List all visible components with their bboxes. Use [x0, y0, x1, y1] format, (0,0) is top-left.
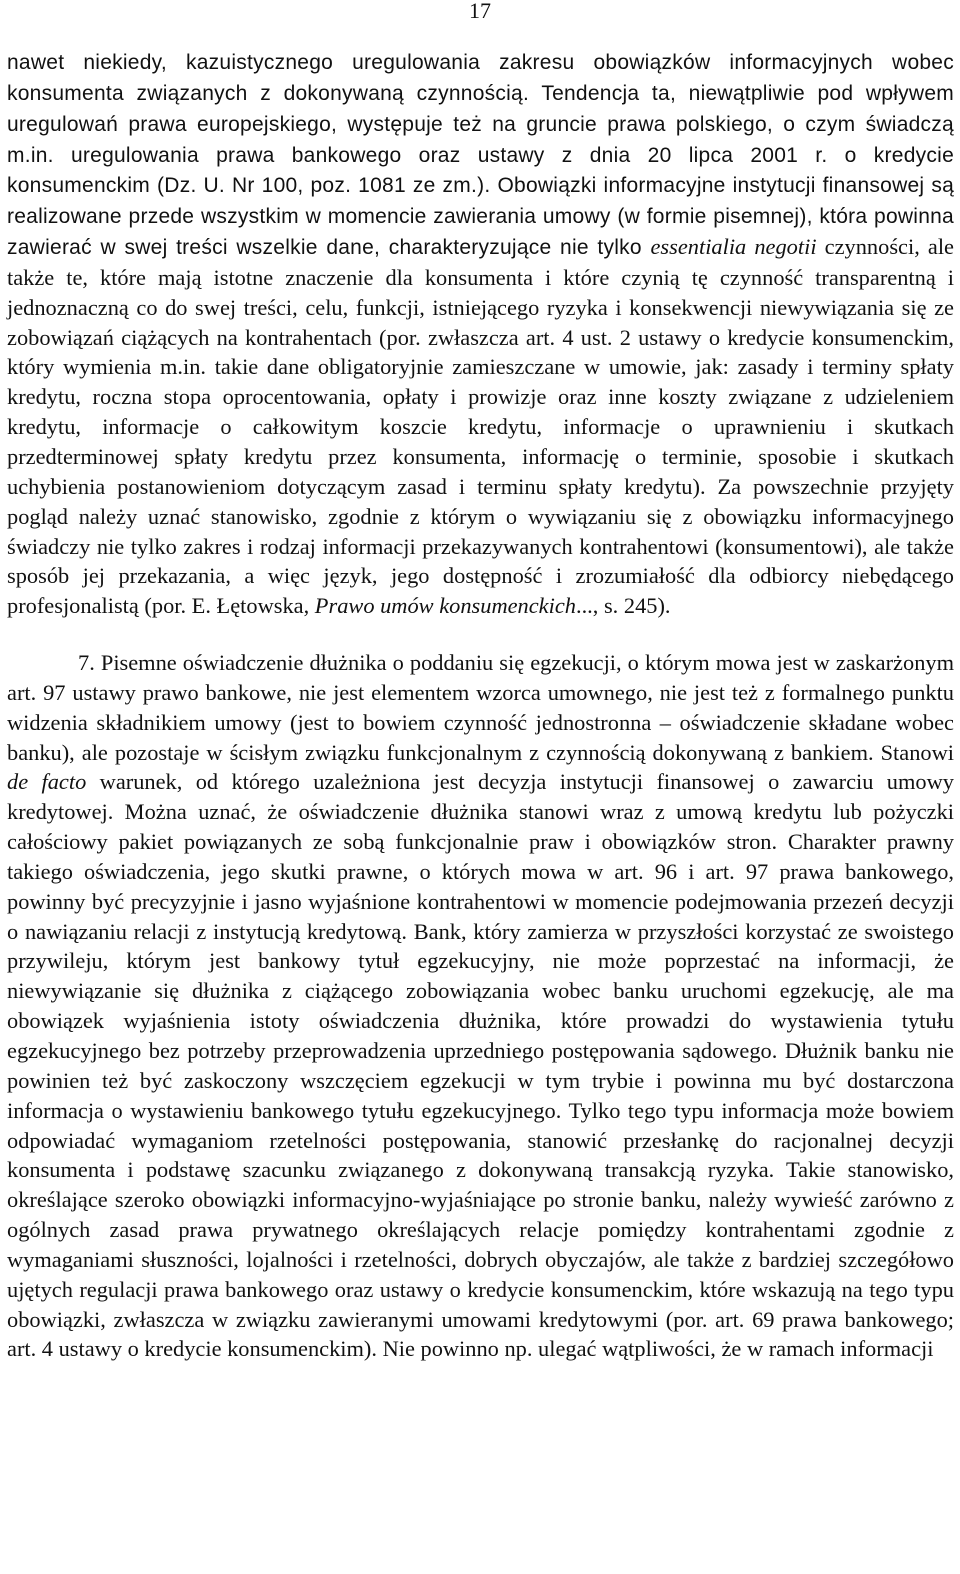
latin-term-de-facto: de facto [7, 769, 87, 795]
paragraph-text-segment: 7. Pisemne oświadczenie dłużnika o poddaniu się egzekucji, o którym mowa jest w zaskarżonym art. 97 ustawy prawo bankowe, nie jest elementem wzorca umownego, nie jest też z formalnego punktu widzenia składnikiem umowy (jest to bowiem czynność jednostronna – oświadczenie składane wobec banku), ale pozostaje w ścisłym związku funkcjonalnym z czynnością dokonywaną z bankiem. Stanowi [7, 650, 954, 765]
paragraph-spacer [7, 621, 954, 648]
latin-term-essentialia-negotii: essentialia negotii [650, 234, 817, 260]
cited-work-title: Prawo umów konsumenckich [314, 593, 576, 619]
paragraph-text-segment: ..., s. 245). [575, 593, 671, 619]
paragraph-text-segment: nawet niekiedy, kazuistycznego uregulowania zakresu obowiązków informacyjnych wobec konsumenta związanych z dokonywaną czynnością. Tendencja ta, niewątpliwie pod wpływem uregulowań prawa europejskiego, występuje też na gruncie prawa polskiego, o czym świadczą m.in. uregulowania prawa bankowego oraz ustawy z dnia 20 lipca 2001 r. o kredycie konsumenckim (Dz. U. Nr 100, poz. 1081 ze zm.). Obowiązki informacyjne instytucji finansowej są realizowane przede wszystkim w momencie zawierania umowy (w formie pisemnej), która powinna zawierać w swej treści wszelkie dane, charakteryzujące nie tylko [7, 51, 954, 260]
paragraph-text-segment: warunek, od którego uzależniona jest decyzja instytucji finansowej o zawarciu umowy kredytowej. Można uznać, że oświadczenie dłużnika stanowi wraz z umową kredytu lub pożyczki całościowy pakiet powiązanych ze sobą funkcjonalnie praw i obowiązków stron. Charakter prawny takiego oświadczenia, jego skutki prawne, o których mowa w art. 96 i art. 97 prawa bankowego, powinny być precyzyjnie i jasno wyjaśnione kontrahentowi w momencie podejmowania przezeń decyzji o nawiązaniu relacji z instytucją kredytową. Bank, który zamierza w przyszłości korzystać ze swoistego przywileju, którym jest bankowy tytuł egzekucyjny, nie może poprzestać na informacji, że niewywiązanie się dłużnika z ciążącego zobowiązania wobec banku uruchomi egzekucję, ale ma obowiązek wyjaśnienia istoty oświadczenia dłużnika, które prowadzi do wystawienia tytułu egzekucyjnego bez potrzeby przeprowadzenia uprzedniego postępowania sądowego. Dłużnik banku nie powinien też być zaskoczony wszczęciem egzekucji w tym trybie i powinna mu być dostarczona informacja o wystawieniu bankowego tytułu egzekucyjnego. Tylko tego typu informacja może bowiem odpowiadać wymaganiom rzetelności postępowania, stanowić przesłankę do racjonalnej decyzji konsumenta i podstawę szacunku związanego z dokonywaną transakcją ryzyka. Takie stanowisko, określające szeroko obowiązki informacyjno-wyjaśniające po stronie banku, należy wywieść zarówno z ogólnych zasad prawa prywatnego określających relacje pomiędzy kontrahentami zgodnie z wymaganiami słuszności, lojalności i rzetelności, dobrych obyczajów, ale także z bardziej szczegółowo ujętych regulacji prawa bankowego oraz ustawy o kredycie konsumenckim, które wskazują na tego typu obowiązki, zwłaszcza w związku zawieranymi umowami kredytowymi (por. art. 69 prawa bankowego; art. 4 ustawy o kredycie konsumenckim). Nie powinno np. ulegać wątpliwości, że w ramach informacji [7, 769, 954, 1362]
document-body [7, 47, 954, 1364]
paragraph-consumer-information-duties [7, 47, 954, 621]
paragraph-text-segment: czynności, ale także te, które mają istotne znaczenie dla konsumenta i które czynią tę czynność transparentną i jednoznaczną co do swej treści, celu, funkcji, istniejącego ryzyka i konsekwencji niewywiązania się ze zobowiązań ciążących na kontrahentach (por. zwłaszcza art. 4 ust. 2 ustawy o kredycie konsumenckim, który wymienia m.in. takie dane obligatoryjnie zamieszczane w umowie, jak: zasady i terminy spłaty kredytu, roczna stopa oprocentowania, opłaty i prowizje oraz inne koszty związane z udzieleniem kredytu, informacje o całkowitym koszcie kredytu, informacje o uprawnieniu i skutkach przedterminowej spłaty kredytu przez konsumenta, informację o terminie, sposobie i skutkach uchybienia postanowieniom dotyczącym zasad i terminu spłaty kredytu). Za powszechnie przyjęty pogląd należy uznać stanowisko, zgodnie z którym o wywiązaniu się z obowiązku informacyjnego świadczy nie tylko zakres i rodzaj informacji przekazywanych kontrahentowi (konsumentowi), ale także sposób jej przekazania, a więc język, jego dostępność i zrozumiałość dla odbiorcy niebędącego profesjonalistą (por. E. Łętowska, [7, 234, 954, 619]
page-number: 17 [469, 0, 491, 23]
paragraph-point-7 [7, 648, 954, 1364]
